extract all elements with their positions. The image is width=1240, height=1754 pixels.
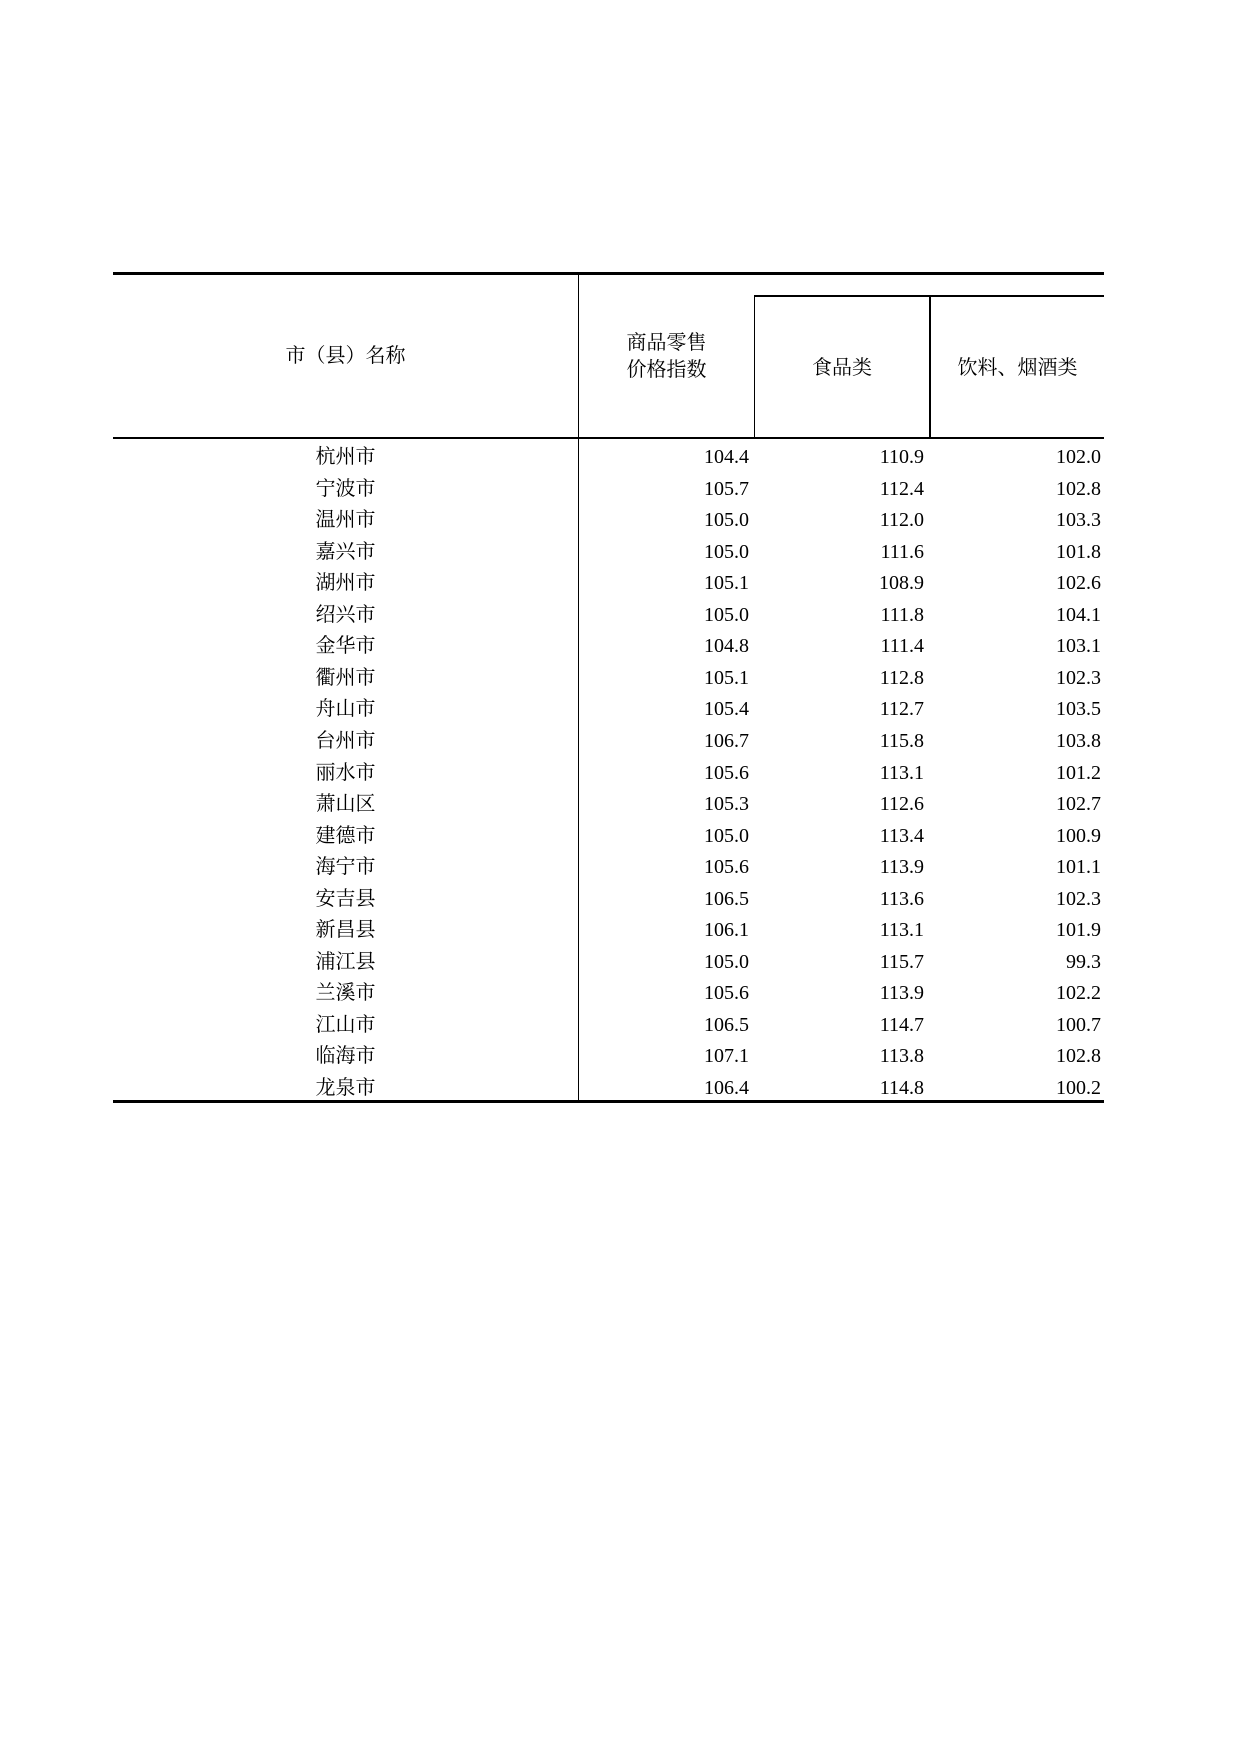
table-row (113, 536, 1104, 568)
food-index-cell: 108.9 (879, 572, 924, 595)
food-index-cell: 113.4 (879, 824, 924, 847)
beverage-index-cell: 102.3 (1056, 887, 1101, 910)
beverage-index-cell: 102.6 (1056, 572, 1101, 595)
city-name-cell: 萧山区 (315, 791, 376, 816)
food-index-cell: 114.8 (879, 1077, 924, 1099)
beverage-index-cell: 103.3 (1056, 509, 1101, 532)
beverage-index-cell: 102.8 (1056, 477, 1101, 500)
food-index-cell: 113.1 (879, 761, 924, 784)
city-name-cell: 新昌县 (315, 917, 376, 942)
beverage-index-cell: 103.5 (1056, 698, 1101, 721)
food-index-cell: 113.6 (879, 887, 924, 910)
beverage-index-cell: 101.8 (1056, 540, 1101, 563)
retail-index-cell: 105.1 (704, 666, 749, 689)
beverage-index-cell: 102.8 (1056, 1045, 1101, 1068)
retail-index-cell: 106.1 (704, 919, 749, 942)
city-name-cell: 丽水市 (315, 759, 376, 784)
beverage-index-cell: 100.9 (1056, 824, 1101, 847)
table-row (113, 1040, 1104, 1072)
table-row (113, 757, 1104, 789)
city-name-cell: 嘉兴市 (315, 538, 376, 563)
city-name-cell: 金华市 (315, 633, 376, 658)
table-row (113, 630, 1104, 662)
retail-index-cell: 106.5 (704, 887, 749, 910)
retail-index-cell: 105.0 (704, 950, 749, 973)
retail-index-cell: 106.5 (704, 1013, 749, 1036)
retail-index-cell: 105.0 (704, 603, 749, 626)
city-name-cell: 兰溪市 (315, 980, 376, 1005)
retail-index-cell: 104.8 (704, 635, 749, 658)
table-row (113, 977, 1104, 1009)
retail-index-cell: 105.0 (704, 540, 749, 563)
food-index-cell: 111.6 (880, 540, 924, 563)
food-index-cell: 113.9 (879, 982, 924, 1005)
city-name-cell: 衢州市 (315, 664, 376, 689)
retail-index-cell: 105.0 (704, 509, 749, 532)
beverage-index-cell: 100.7 (1056, 1013, 1101, 1036)
city-name-cell: 宁波市 (315, 475, 376, 500)
food-index-cell: 115.7 (879, 950, 924, 973)
beverage-index-cell: 101.1 (1056, 856, 1101, 879)
city-name-cell: 龙泉市 (315, 1075, 376, 1099)
table-row (113, 725, 1104, 757)
retail-index-cell: 106.4 (704, 1077, 749, 1099)
city-name-cell: 江山市 (315, 1011, 376, 1036)
city-name-cell: 建德市 (315, 822, 376, 847)
food-index-cell: 114.7 (879, 1013, 924, 1036)
header-name: 市（县）名称 (285, 343, 406, 367)
table-row (113, 693, 1104, 725)
food-index-cell: 115.8 (879, 729, 924, 752)
city-name-cell: 台州市 (315, 727, 376, 752)
table-row (113, 473, 1104, 505)
header-food: 食品类 (812, 355, 872, 379)
retail-index-cell: 106.7 (704, 729, 749, 752)
city-name-cell: 海宁市 (315, 854, 376, 879)
city-name-cell: 安吉县 (315, 885, 376, 910)
table-row (113, 820, 1104, 852)
header-retail-index-line1: 商品零售 (626, 330, 707, 354)
table-row (113, 883, 1104, 915)
beverage-index-cell: 102.2 (1056, 982, 1101, 1005)
city-name-cell: 杭州市 (315, 444, 376, 468)
retail-index-cell: 105.6 (704, 982, 749, 1005)
table-row (113, 851, 1104, 883)
beverage-index-cell: 104.1 (1056, 603, 1101, 626)
beverage-index-cell: 103.8 (1056, 729, 1101, 752)
food-index-cell: 111.4 (880, 635, 924, 658)
retail-index-cell: 105.1 (704, 572, 749, 595)
table-row (113, 788, 1104, 820)
retail-index-cell: 105.6 (704, 761, 749, 784)
table-row (113, 1072, 1104, 1104)
food-index-cell: 113.8 (879, 1045, 924, 1068)
table-row (113, 1009, 1104, 1041)
food-index-cell: 112.6 (879, 793, 924, 816)
city-name-cell: 湖州市 (315, 570, 376, 595)
city-name-cell: 绍兴市 (315, 601, 376, 626)
beverage-index-cell: 102.3 (1056, 666, 1101, 689)
city-name-cell: 温州市 (315, 507, 376, 532)
food-index-cell: 112.7 (879, 698, 924, 721)
city-name-cell: 临海市 (315, 1043, 376, 1068)
table-row (113, 504, 1104, 536)
food-index-cell: 112.8 (879, 666, 924, 689)
header-beverage: 饮料、烟酒类 (957, 355, 1078, 379)
beverage-index-cell: 99.3 (1066, 950, 1101, 973)
food-index-cell: 112.4 (879, 477, 924, 500)
top-rule (113, 272, 1104, 275)
retail-index-cell: 107.1 (704, 1045, 749, 1068)
city-name-cell: 舟山市 (315, 696, 376, 721)
retail-index-cell: 105.7 (704, 477, 749, 500)
food-index-cell: 111.8 (880, 603, 924, 626)
food-index-cell: 113.9 (879, 856, 924, 879)
table-row (113, 441, 1104, 473)
header-retail-index-line2: 价格指数 (626, 357, 707, 381)
retail-index-cell: 105.0 (704, 824, 749, 847)
beverage-index-cell: 103.1 (1056, 635, 1101, 658)
table-row (113, 599, 1104, 631)
food-index-cell: 112.0 (879, 509, 924, 532)
beverage-index-cell: 102.7 (1056, 793, 1101, 816)
table-row (113, 914, 1104, 946)
beverage-index-cell: 101.2 (1056, 761, 1101, 784)
table-row (113, 567, 1104, 599)
table-row (113, 946, 1104, 978)
food-index-cell: 110.9 (879, 446, 924, 468)
retail-index-cell: 105.6 (704, 856, 749, 879)
beverage-index-cell: 100.2 (1056, 1077, 1101, 1099)
table-row (113, 662, 1104, 694)
retail-index-cell: 104.4 (704, 446, 749, 468)
city-name-cell: 浦江县 (315, 948, 376, 973)
food-index-cell: 113.1 (879, 919, 924, 942)
retail-index-cell: 105.3 (704, 793, 749, 816)
beverage-index-cell: 101.9 (1056, 919, 1101, 942)
header-bottom-rule (113, 437, 1104, 439)
retail-index-cell: 105.4 (704, 698, 749, 721)
beverage-index-cell: 102.0 (1056, 446, 1101, 468)
